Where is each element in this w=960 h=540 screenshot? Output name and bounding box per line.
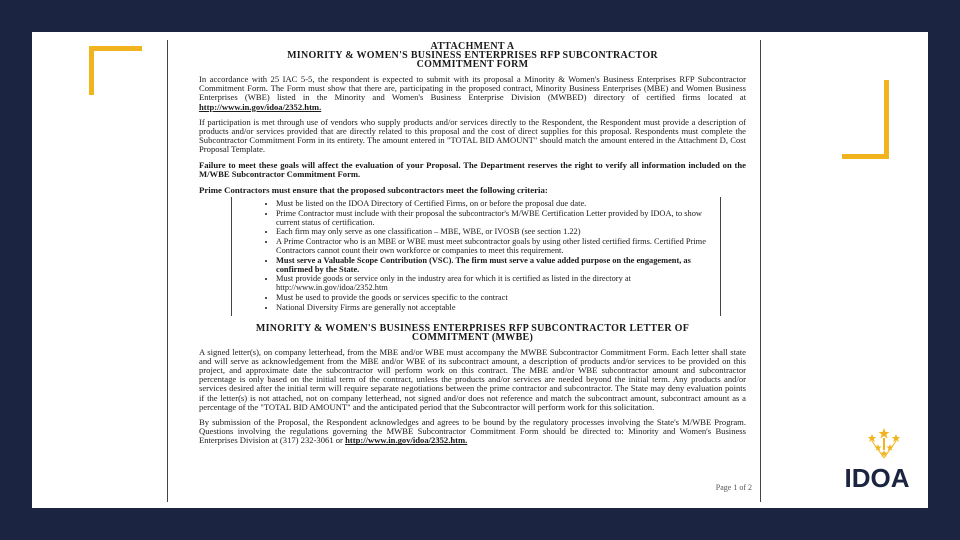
program-link[interactable]: http://www.in.gov/idoa/2352.htm. <box>345 435 468 446</box>
slide <box>32 32 928 508</box>
criteria-item: • Each firm may only serve as one classification – MBE, WBE, or IVOSB (see section 1.22) <box>276 228 712 237</box>
stars-icon <box>864 428 904 466</box>
participation-paragraph: If participation is met through use of vendors who supply products and/or services directly to the Respondent, the Respondent must provide a description of products and/or services provided that are directly related to this proposal and the cost of direct supplies for this proposal. Respondents must complete the Subcontractor Commitment Form in its entirety. The amount entered in "TOTAL BID AMOUNT" should match the amount entered in the Attachment D, Cost Proposal Template. <box>199 116 746 155</box>
document-title-line2: COMMITMENT FORM <box>416 59 529 70</box>
criteria-list <box>252 200 712 313</box>
letter-paragraph: A signed letter(s), on company letterhead, from the MBE and/or WBE must accompany the MWBE Subcontractor Commitment Form. Each letter shall state and will serve as acknowledgement from the MBE and/or WBE of its subcontract amount, a description of products and/or services to be provided on this project, and approximate date the subcontractor will perform work on this contract. The MBE and/or WBE subcontractor amount and subcontractor percentage is only based on the initial term of the contract, unless the products and/or services are needed beyond the initial term. Any products and/or services desired after the initial term will require separate negotiations between the prime contractor and subcontractor. The State may deny evaluation points if the letter(s) is not attached, not on company letterhead, not signed and/or does not reference and match the subcontract amount, subcontract amount as a percentage of the "TOTAL BID AMOUNT" and the anticipated period that the Subcontractor will perform work for this solicitation. <box>199 346 746 412</box>
document-title: MINORITY & WOMEN'S BUSINESS ENTERPRISES RFP SUBCONTRACTOR <box>287 50 658 61</box>
logo-text: IDOA <box>844 463 910 493</box>
criteria-item: • Must provide goods or service only in the industry area for which it is certified as listed in the directory at http://www.in.gov/idoa/2352.htm <box>276 275 712 293</box>
letter-title-line2: COMMITMENT (MWBE) <box>411 331 534 343</box>
corner-bracket-right <box>842 80 889 159</box>
corner-bracket-top-left <box>89 46 142 95</box>
letter-title: MINORITY & WOMEN'S BUSINESS ENTERPRISES RFP SUBCONTRACTOR LETTER OF <box>255 322 690 334</box>
criteria-box <box>231 197 721 316</box>
intro-paragraph: In accordance with 25 IAC 5-5, the respondent is expected to submit with its proposal a Minority & Women's Business Enterprises RFP Subcontractor Commitment Form. The Form must show that there are, participating in the proposed contract, Minority Business Enterprises (MBE) and Women Business Enterprises (WBE) listed in the Minority and Women's Business Enterprise Division (MWBED) directory of certified firms located at http://www.in.gov/idoa/2352.htm. <box>199 74 746 112</box>
criteria-item: • National Diversity Firms are generally not acceptable <box>276 304 712 313</box>
criteria-item: • Must be listed on the IDOA Directory of Certified Firms, on or before the proposal due date. <box>276 200 712 209</box>
goals-paragraph: Failure to meet these goals will affect the evaluation of your Proposal. The Department reserves the right to verify all information included on the M/WBE Subcontractor Commitment Form. <box>199 159 746 179</box>
page-number: Page 1 of 2 <box>715 483 752 492</box>
document-page <box>167 40 761 502</box>
idoa-logo <box>832 428 922 498</box>
criteria-item: • Must be used to provide the goods or services specific to the contract <box>276 294 712 303</box>
criteria-title: Prime Contractors must ensure that the proposed subcontractors meet the following criteria: <box>199 185 548 196</box>
criteria-item: • A Prime Contractor who is an MBE or WBE must meet subcontractor goals by using other listed certified firms. Certified Prime Contractors cannot count their own workforce or companies to meet this requirement. <box>276 238 712 256</box>
criteria-item: • Must serve a Valuable Scope Contribution (VSC). The firm must serve a value added purpose on the engagement, as confirmed by the State. <box>276 257 712 275</box>
submission-paragraph: By submission of the Proposal, the Respondent acknowledges and agrees to be bound by the regulatory processes involving the State's M/WBE Program. Questions involving the regulations governing the MWBE Subcontractor Commitment Form should be directed to: Minority and Women's Business Enterprises Division at (317) 232-3061 or http://www.in.gov/idoa/2352.htm. <box>199 417 746 446</box>
criteria-item: • Prime Contractor must include with their proposal the subcontractor's M/WBE Certification Letter provided by IDOA, to show current status of certification. <box>276 210 712 228</box>
attachment-label: ATTACHMENT A <box>430 41 515 52</box>
directory-link[interactable]: http://www.in.gov/idoa/2352.htm. <box>199 101 322 112</box>
